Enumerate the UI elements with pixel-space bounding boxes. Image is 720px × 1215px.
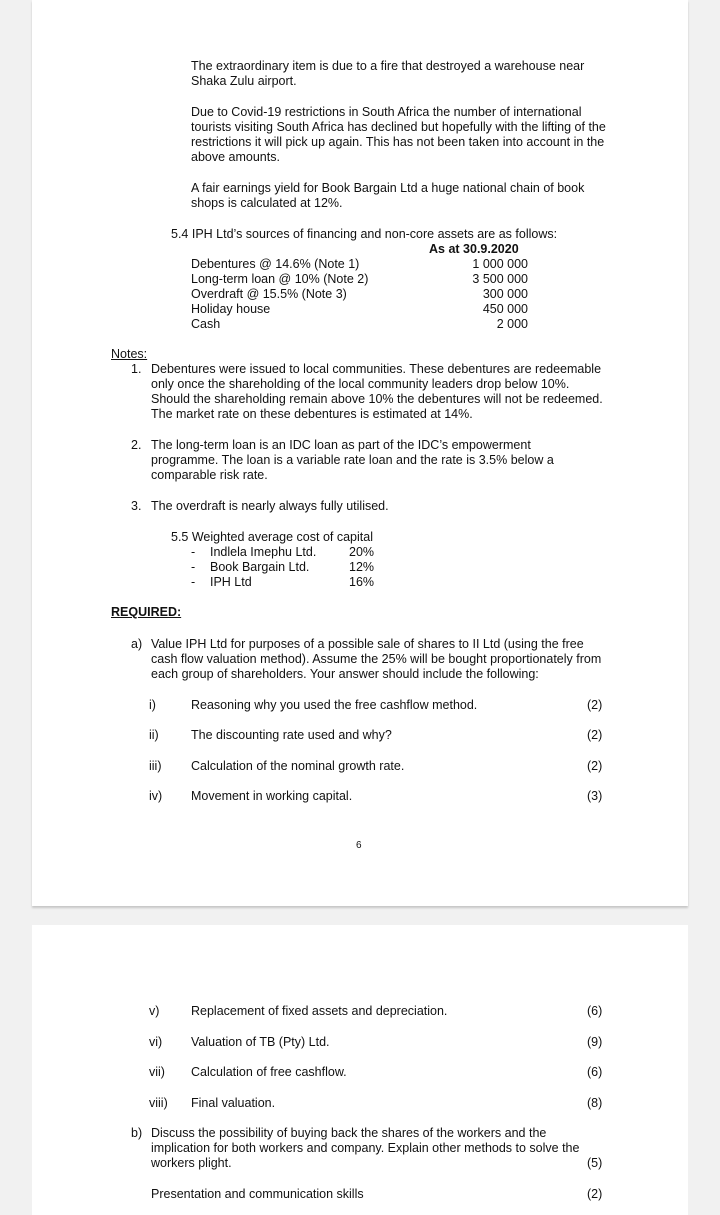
subitem-number: iii)	[149, 759, 162, 773]
subitem-text: Calculation of free cashflow.	[191, 1065, 347, 1079]
subitem-marks: (9)	[587, 1035, 603, 1049]
subitem-text: Movement in working capital.	[191, 789, 353, 803]
subitem-number: iv)	[149, 789, 163, 803]
financing-row-value: 1 000 000	[472, 257, 528, 271]
subitem-number: i)	[149, 698, 156, 712]
page-number: 6	[356, 840, 362, 851]
subitem-text: Valuation of TB (Pty) Ltd.	[191, 1035, 330, 1049]
financing-row-value: 3 500 000	[472, 272, 528, 286]
note-number: 3.	[131, 499, 142, 513]
wacc-rate-value: 16%	[349, 575, 375, 589]
subitem-number: vi)	[149, 1035, 163, 1049]
document-page-1	[32, 0, 688, 906]
subitem-marks: (6)	[587, 1004, 603, 1018]
note-number: 2.	[131, 438, 142, 452]
financing-row-label: Cash	[191, 317, 221, 331]
subitem-text: Reasoning why you used the free cashflow method.	[191, 698, 478, 712]
presentation-marks: (2)	[587, 1187, 603, 1201]
subitem-number: viii)	[149, 1096, 168, 1110]
financing-row-value: 300 000	[482, 287, 528, 301]
subitem-number: ii)	[149, 728, 159, 742]
note-text: Debentures were issued to local communities. These debentures are redeemable only once the shareholding of the local community leaders drop below 10%. Should the shareholding remain above 10% the debentures will not be redeemed. The market rate on these debentures is estimated at 14%.	[151, 362, 603, 421]
note-text: The overdraft is nearly always fully utilised.	[151, 499, 389, 513]
wacc-dash: -	[191, 545, 196, 559]
question-b-marks: (5)	[587, 1156, 603, 1170]
note-number: 1.	[131, 362, 142, 376]
note-text: The long-term loan is an IDC loan as part of the IDC’s empowerment programme. The loan is a variable rate loan and the rate is 3.5% below a comparable risk rate.	[151, 438, 554, 482]
subitem-text: Replacement of fixed assets and depreciation.	[191, 1004, 448, 1018]
question-b-label: b)	[131, 1126, 143, 1140]
financing-row-label: Holiday house	[191, 302, 271, 316]
paragraph-covid-note: Due to Covid-19 restrictions in South Africa the number of international tourists visiting South Africa has declined but hopefully with the lifting of the restrictions it will pick up again. This has not been taken into account in the above amounts.	[191, 105, 606, 164]
question-b-text: Discuss the possibility of buying back the shares of the workers and the implication for both workers and company. Explain other methods to solve the workers plight.	[151, 1126, 580, 1170]
question-a-label: a)	[131, 637, 143, 651]
document-page-2	[32, 925, 688, 1215]
wacc-rate-value: 12%	[349, 560, 375, 574]
subitem-text: The discounting rate used and why?	[191, 728, 392, 742]
paragraph-extraordinary-item: The extraordinary item is due to a fire that destroyed a warehouse near Shaka Zulu airport.	[191, 59, 585, 88]
subitem-marks: (2)	[587, 698, 603, 712]
required-title: REQUIRED:	[111, 605, 182, 619]
subitem-text: Calculation of the nominal growth rate.	[191, 759, 405, 773]
notes-title: Notes:	[111, 347, 148, 361]
presentation-label: Presentation and communication skills	[151, 1187, 364, 1201]
financing-row-value: 2 000	[496, 317, 528, 331]
subitem-marks: (2)	[587, 759, 603, 773]
wacc-company-label: Book Bargain Ltd.	[210, 560, 310, 574]
subitem-number: v)	[149, 1004, 160, 1018]
section-5-5-heading: 5.5 Weighted average cost of capital	[171, 530, 373, 544]
wacc-dash: -	[191, 560, 196, 574]
financing-row-label: Long-term loan @ 10% (Note 2)	[191, 272, 369, 286]
wacc-rate-value: 20%	[349, 545, 375, 559]
subitem-marks: (8)	[587, 1096, 603, 1110]
subitem-number: vii)	[149, 1065, 165, 1079]
wacc-company-label: IPH Ltd	[210, 575, 252, 589]
financing-row-label: Overdraft @ 15.5% (Note 3)	[191, 287, 347, 301]
financing-row-value: 450 000	[482, 302, 528, 316]
subitem-marks: (3)	[587, 789, 603, 803]
subitem-text: Final valuation.	[191, 1096, 276, 1110]
wacc-dash: -	[191, 575, 196, 589]
paragraph-earnings-yield: A fair earnings yield for Book Bargain Ltd a huge national chain of book shops is calculated at 12%.	[191, 181, 585, 210]
subitem-marks: (2)	[587, 728, 603, 742]
subitem-marks: (6)	[587, 1065, 603, 1079]
question-a-text: Value IPH Ltd for purposes of a possible sale of shares to II Ltd (using the free cash flow valuation method). Assume the 25% will be bought proportionately from each group of shareholders. Your answer should include the following:	[151, 637, 602, 681]
wacc-company-label: Indlela Imephu Ltd.	[210, 545, 317, 559]
section-5-4-heading: 5.4 IPH Ltd’s sources of financing and non-core assets are as follows:	[171, 227, 558, 241]
financing-column-header: As at 30.9.2020	[429, 242, 519, 256]
financing-row-label: Debentures @ 14.6% (Note 1)	[191, 257, 360, 271]
